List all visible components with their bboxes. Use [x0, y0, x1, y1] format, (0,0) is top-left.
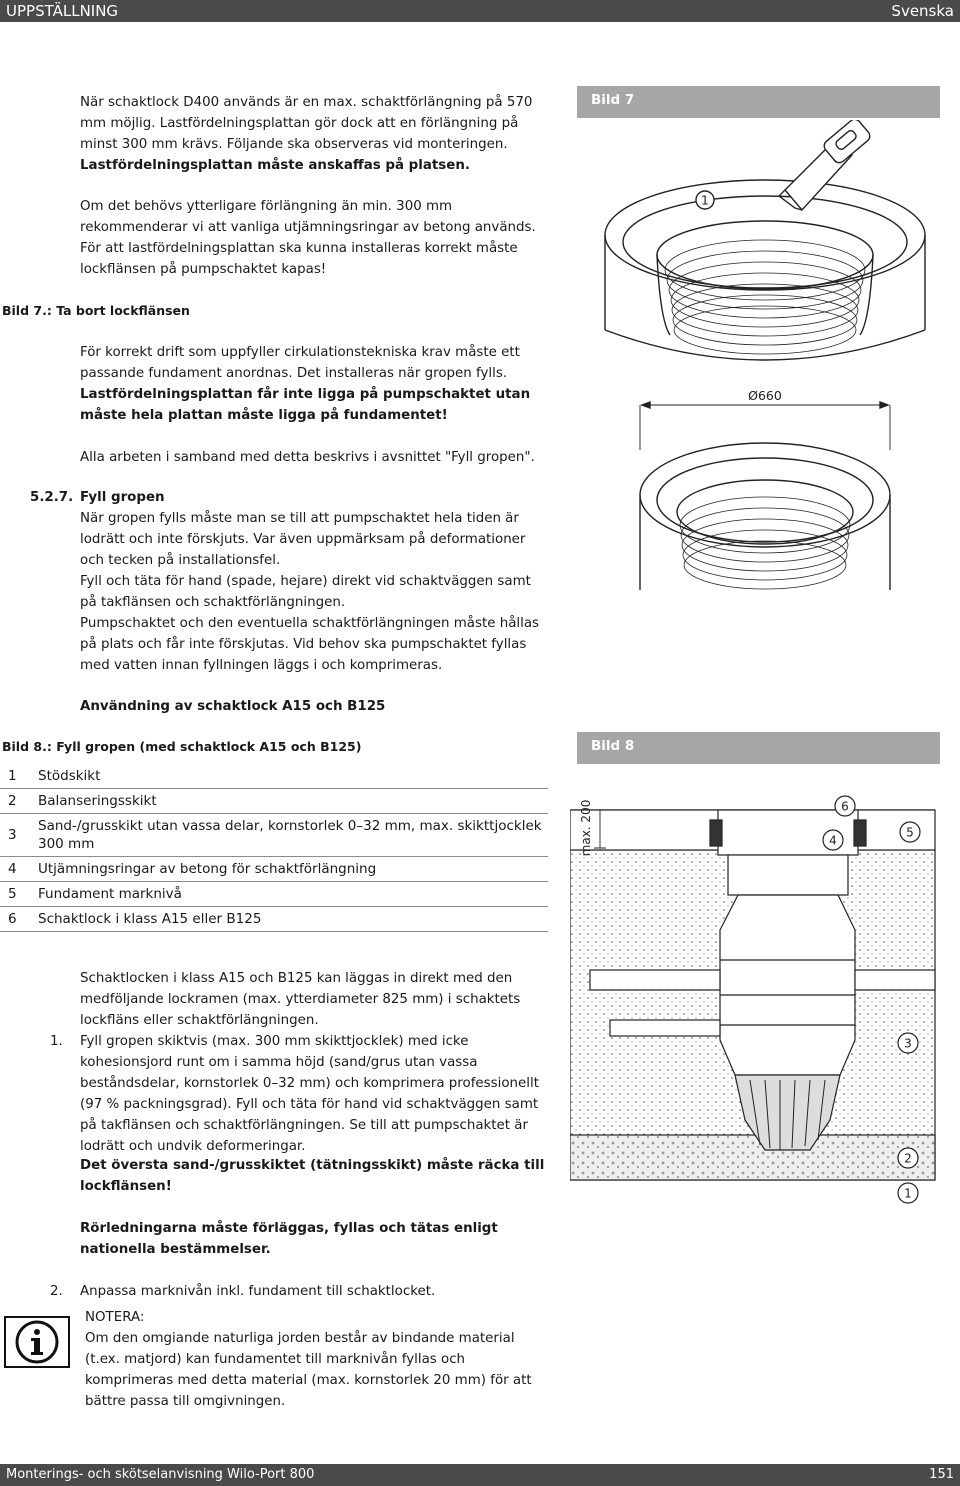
page-header — [0, 0, 960, 22]
step-2-number: 2. — [50, 1284, 63, 1299]
legend-row: 1 Stödskikt — [0, 764, 548, 789]
legend-row: 6 Schaktlock i klass A15 eller B125 — [0, 907, 548, 932]
footer-page-number: 151 — [929, 1467, 954, 1482]
info-icon — [4, 1316, 70, 1368]
fig7-callout-1: 1 — [701, 193, 709, 208]
intro-paragraph-1: När schaktlock D400 används är en max. schaktförlängning på 570 mm möjlig. Lastfördelningsplattan gör dock att en förlängning på minst 300 mm krävs. Följande ska observeras vid monteringen. Lastfördelningsplattan måste anskaffas på platsen. — [80, 95, 533, 173]
figure-7-label: Bild 7 — [577, 86, 940, 118]
intro-paragraph-2: Om det behövs ytterligare förlängning än min. 300 mm rekommenderar vi att vanliga utjämningsringar av betong används. För att lastfördelningsplattan ska kunna installeras korrekt måste lockflänsen på pumpschaktet kapas! — [80, 199, 536, 277]
foundation-paragraph: För korrekt drift som uppfyller cirkulationstekniska krav måste ett passande fundament anordnas. Det installeras när gropen fylls. Lastfördelningsplattan får inte ligga på pumpschaktet utan måste hela plattan måste ligga på fundamentet! — [80, 345, 531, 423]
legend-row: 4 Utjämningsringar av betong för schaktförlängning — [0, 857, 548, 882]
fig8-callout-6: 6 — [841, 799, 849, 814]
note-text: Om den omgiande naturliga jorden består av bindande material (t.ex. matjord) kan fundamentet till marknivån fyllas och komprimeras med detta material (max. kornstorlek 20 mm) för att bättre passa till omgivningen. — [85, 1331, 532, 1409]
section-paragraph-2: Fyll och täta för hand (spade, hejare) direkt vid schaktväggen samt på takflänsen och schaktförlängningen. — [80, 574, 531, 610]
fig8-callout-1: 1 — [904, 1186, 912, 1201]
page-footer — [0, 1464, 960, 1486]
step-1-number: 1. — [50, 1034, 63, 1049]
step-1-warning: Det översta sand-/grusskiktet (tätningsskikt) måste räcka till lockflänsen! — [80, 1158, 545, 1194]
step-2-text: Anpassa marknivån inkl. fundament till schaktlocket. — [80, 1284, 436, 1299]
section-title: Fyll gropen — [80, 490, 165, 505]
fig8-callout-4: 4 — [829, 833, 837, 848]
section-number: 5.2.7. — [30, 490, 74, 505]
legend-row: 3 Sand-/grusskikt utan vassa delar, kornstorlek 0–32 mm, max. skikttjocklek 300 mm — [0, 814, 548, 857]
fig8-callout-2: 2 — [904, 1151, 912, 1166]
reference-paragraph: Alla arbeten i samband med detta beskrivs i avsnittet "Fyll gropen". — [80, 450, 535, 465]
figure-7-caption: Bild 7.: Ta bort lockflänsen — [2, 303, 190, 318]
fig8-callout-5: 5 — [906, 825, 914, 840]
steps-intro: Schaktlocken i klass A15 och B125 kan läggas in direkt med den medföljande lockramen (max. ytterdiameter 825 mm) i schaktets lockfläns eller schaktförlängningen. — [80, 971, 521, 1028]
figure-8-caption: Bild 8.: Fyll gropen (med schaktlock A15 och B125) — [2, 739, 362, 754]
note-title: NOTERA: — [85, 1310, 145, 1325]
footer-doc-title: Monterings- och skötselanvisning Wilo-Port 800 — [6, 1467, 315, 1482]
step-1-text: Fyll gropen skiktvis (max. 300 mm skikttjocklek) med icke kohesionsjord runt om i samma höjd (sand/grus utan vassa beståndsdelar, kornstorlek 0–32 mm) och komprimera professionellt (97 % packningsgrad). Fyll och täta för hand vid schaktväggen samt på takflänsen och schaktförlängningen. Se till att pumpschaktet är lodrätt och undvik deformeringar. — [80, 1034, 539, 1154]
figure-8-illustration — [570, 780, 940, 1220]
header-section: UPPSTÄLLNING — [6, 2, 119, 20]
legend-row: 5 Fundament marknivå — [0, 882, 548, 907]
legend-table — [0, 764, 548, 932]
figure-7-illustration — [590, 120, 940, 600]
subheading: Användning av schaktlock A15 och B125 — [80, 699, 386, 714]
step-1-regulation: Rörledningarna måste förläggas, fyllas och tätas enligt nationella bestämmelser. — [80, 1221, 498, 1257]
figure-8-label: Bild 8 — [577, 732, 940, 764]
section-paragraph-1: När gropen fylls måste man se till att pumpschaktet hela tiden är lodrätt och inte förskjuts. Var även uppmärksam på deformationer och tecken på installationsfel. — [80, 511, 526, 568]
section-paragraph-3: Pumpschaktet och den eventuella schaktförlängningen måste hållas på plats och får inte förskjutas. Vid behov ska pumpschaktet fyllas med vatten innan fyllningen läggs i och komprimeras. — [80, 616, 540, 673]
fig8-callout-3: 3 — [904, 1036, 912, 1051]
fig7-dimension: Ø660 — [748, 388, 782, 403]
legend-row: 2 Balanseringsskikt — [0, 789, 548, 814]
fig8-dimension: max. 200 — [579, 799, 593, 857]
header-language: Svenska — [891, 2, 954, 20]
